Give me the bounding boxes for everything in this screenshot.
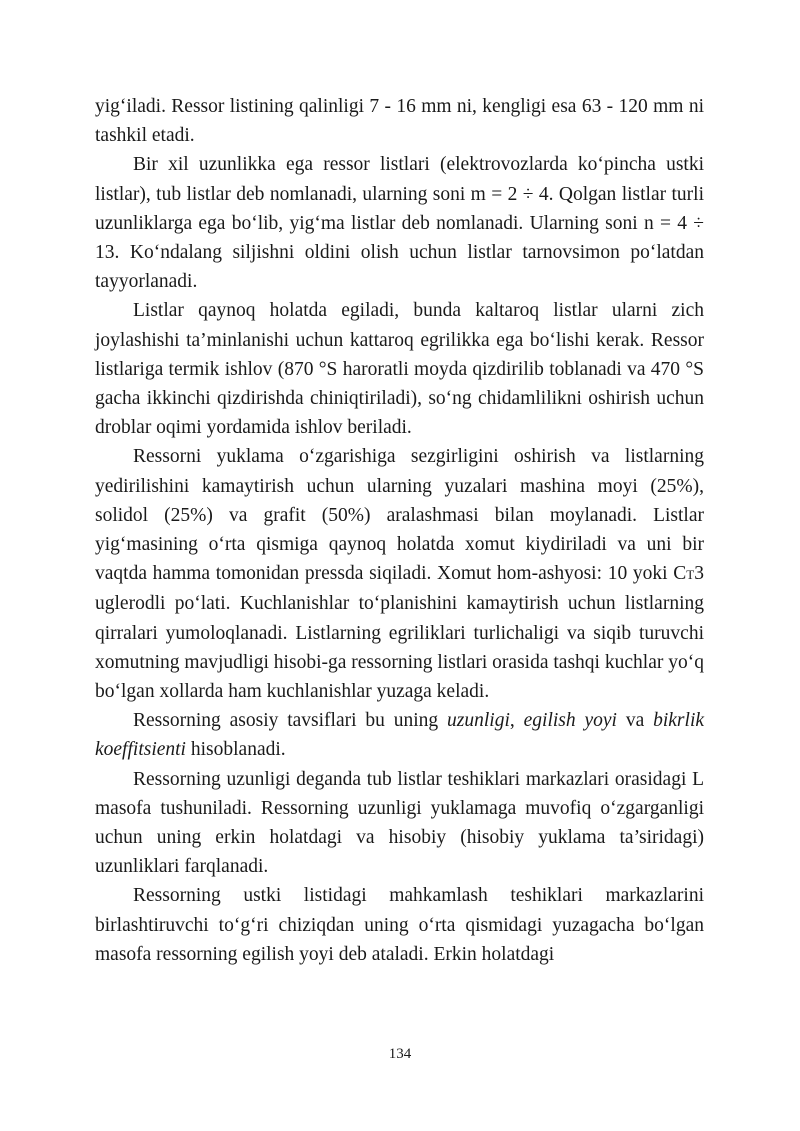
steel-grade-subscript: T bbox=[686, 567, 695, 583]
paragraph-5-text-1: Ressorning asosiy tavsiflari bu uning bbox=[133, 710, 448, 732]
paragraph-3: Listlar qaynoq holatda egiladi, bunda kaltaroq listlar ularni zich joylashishi ta’minlanishi uchun kattaroq egrilikka ega bo‘lishi kerak. Ressor listlariga termik ishlov (870 °S haroratli moyda qizdirilib toblanadi va 470 °S gacha ikkinchi qizdirishda chiniqtiriladi), so‘ng chidamlilikni oshirish uchun droblar oqimi yordamida ishlov beriladi. bbox=[95, 300, 704, 439]
paragraph-5-text-2: , bbox=[509, 710, 524, 732]
paragraph-2: Bir xil uzunlikka ega ressor listlari (elektrovozlarda ko‘pincha ustki listlar), tub listlar deb nomlanadi, ularning soni m = 2 ÷ 4. Qolgan listlar turli uzunliklarga ega bo‘lib, yig‘ma listlar deb nomlanadi. Ularning soni n = 4 ÷ 13. Ko‘ndalang siljishni oldini olish uchun listlar tarnovsimon po‘latdan tayyorlanadi. bbox=[95, 154, 704, 293]
paragraph-6: Ressorning uzunligi deganda tub listlar teshiklari markazlari orasidagi L masofa tushuniladi. Ressorning uzunligi yuklamaga muvofiq o‘zgarganligi uchun uning erkin holatdagi va hisobiy (hisobiy yuklama ta’siridagi) uzunliklari farqlanadi. bbox=[95, 768, 704, 878]
paragraph-5-text-4: hisoblanadi. bbox=[185, 739, 286, 761]
page-number: 134 bbox=[388, 1046, 412, 1062]
paragraph-5-text-3: va bbox=[616, 710, 654, 732]
document-body bbox=[95, 92, 704, 969]
paragraph-1: yig‘iladi. Ressor listining qalinligi 7 - 16 mm ni, kengligi esa 63 - 120 mm ni tashkil etadi. bbox=[95, 96, 704, 147]
paragraph-4-text-b: 3 uglerodli po‘lati. Kuchlanishlar to‘planishini kamaytirish uchun listlarning qirralari yumoloqlanadi. Listlarning egriliklari turlichaligi va siqib turuvchi xomutning mavjudligi hisobi-ga ressorning listlari orasida tashqi kuchlar yo‘q bo‘lgan xollarda ham kuchlanishlar yuzaga keladi. bbox=[95, 563, 704, 703]
paragraph-4-text-a: Ressorni yuklama o‘zgarishiga sezgirligini oshirish va listlarning yedirilishini kamaytirish uchun ularning yuzalari mashina moyi (25%), solidol (25%) va grafit (50%) aralashmasi bilan moylanadi. Listlar yig‘masining o‘rta qismiga qaynoq holatda xomut kiydiriladi va uni bir vaqtda hamma tomonidan pressda siqiladi. Xomut hom-ashyosi: 10 yoki C bbox=[95, 446, 704, 585]
term-stiffness: bikrlik koeffitsienti bbox=[95, 710, 705, 761]
paragraph-5 bbox=[95, 706, 704, 764]
term-deflection: egilish yoyi bbox=[523, 710, 617, 732]
paragraph-7: Ressorning ustki listidagi mahkamlash teshiklari markazlarini birlashtiruvchi to‘g‘ri chiziqdan uning o‘rta qismidagi yuzagacha bo‘lgan masofa ressorning egilish yoyi deb ataladi. Erkin holatdagi bbox=[95, 885, 704, 965]
term-length: uzunligi bbox=[447, 710, 510, 732]
paragraph-4 bbox=[95, 442, 704, 706]
